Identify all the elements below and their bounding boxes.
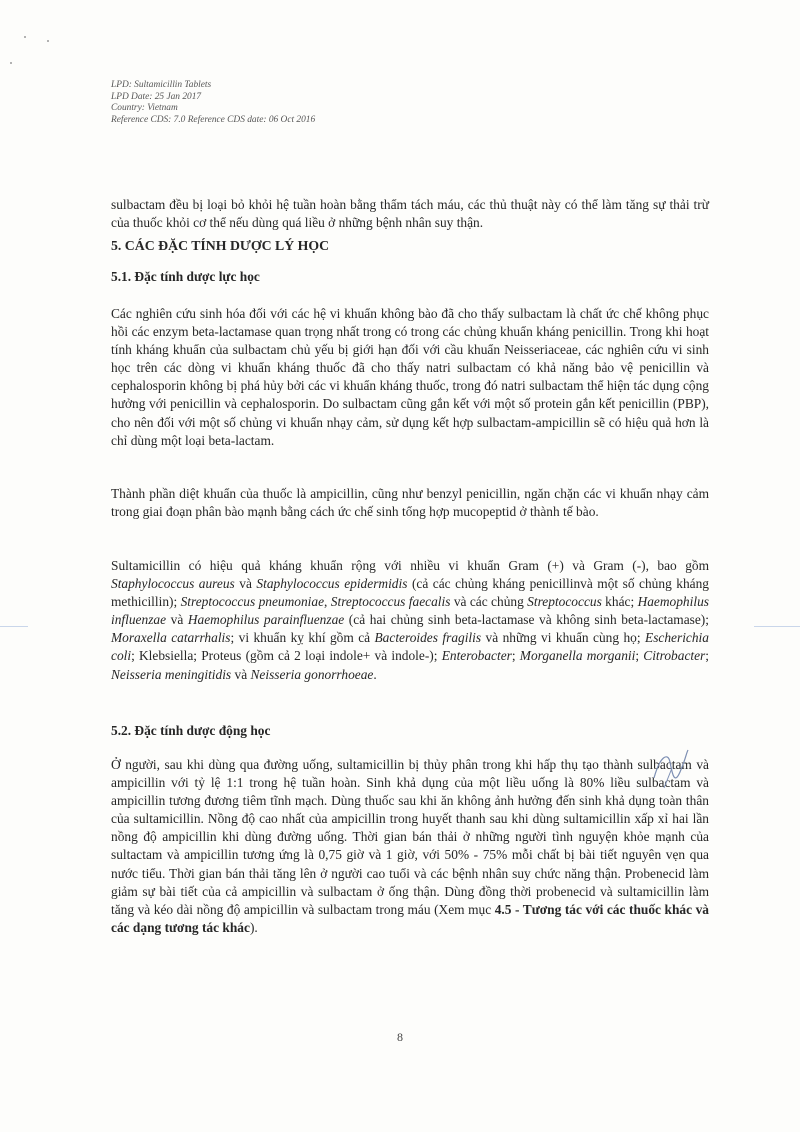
text-run: Ở người, sau khi dùng qua đường uống, sultamicillin bị thủy phân trong khi hấp thụ tạo thành sulbactam và ampicillin với tỷ lệ 1:1 trong hệ tuần hoàn. Sinh khả dụng của một liều uống là 80% liều sulbactam và ampicillin tương đương tiêm tĩnh mạch. Dùng thuốc sau khi ăn không ảnh hưởng đến sinh khả dụng toàn thân của sultamicillin. Nồng độ cao nhất của ampicillin trong huyết thanh sau khi dùng sultamicillin xấp xỉ hai lần nồng độ ampicillin khi dùng đường uống. Thời gian bán thải ở những người tình nguyện khỏe mạnh của sultactam và ampicillin tương ứng là 0,75 giờ và 1 giờ, với 50% - 75% mỗi chất bị bài tiết nguyên vẹn qua nước tiểu. Thời gian bán thải tăng lên ở người cao tuổi và các bệnh nhân suy chức năng thận. Probenecid làm giảm sự bài tiết của cả ampicillin và sulbactam ở ống thận. Dùng đồng thời probenecid và sultamicillin làm tăng và kéo dài nồng độ ampicillin và sulbactam trong máu (Xem mục bbox=[111, 757, 709, 917]
organism-name: Moraxella catarrhalis bbox=[111, 630, 231, 646]
section-5-2-title: 5.2. Đặc tính dược động học bbox=[111, 723, 271, 738]
cross-reference: 4.5 - Tương tác với các thuốc khác và các dạng tương tác khác bbox=[111, 901, 709, 935]
header-line: Reference CDS: 7.0 Reference CDS date: 06 Oct 2016 bbox=[111, 114, 316, 125]
text-run: (cả hai chủng sinh beta-lactamase và không sinh beta-lactamase); bbox=[344, 612, 709, 628]
text-run: ; vi khuẩn kỵ khí gồm cả bbox=[230, 630, 375, 646]
section-5-1-paragraph-2: Thành phần diệt khuẩn của thuốc là ampicillin, cũng như benzyl penicillin, ngăn chặn các vi khuẩn nhạy cảm trong giai đoạn phân bào mạnh bằng cách ức chế sinh tổng hợp mucopeptid ở thành tế bào. bbox=[111, 486, 709, 520]
handwritten-initial-mark bbox=[650, 748, 690, 792]
organism-name: Morganella morganii bbox=[519, 648, 636, 664]
organism-name: Staphylococcus epidermidis bbox=[256, 576, 408, 592]
text-run: ; bbox=[511, 648, 520, 664]
header-line: LPD: Sultamicillin Tablets bbox=[111, 80, 212, 90]
text-run: khác; bbox=[601, 594, 638, 610]
scan-speck bbox=[47, 40, 49, 42]
organism-name: Streptococcus bbox=[527, 594, 602, 610]
text-run: và các chủng bbox=[450, 594, 528, 610]
text-run: và bbox=[231, 666, 251, 682]
organism-name: Neisseria gonorrhoeae bbox=[250, 666, 374, 682]
text-run: và những vi khuẩn cùng họ; bbox=[481, 630, 646, 646]
text-run: ; Klebsiella; Proteus (gồm cả 2 loại indole+ và indole-); bbox=[131, 648, 442, 664]
text-run: (cả các chủng kháng penicillinvà một số chủng kháng methicillin); bbox=[111, 576, 709, 610]
text-run: ). bbox=[249, 919, 258, 935]
organism-name: Enterobacter bbox=[441, 648, 512, 664]
section-5-1-paragraph-1: Các nghiên cứu sinh hóa đối với các hệ vi khuẩn không bào đã cho thấy sulbactam là chất ức chế không phục hồi các enzym beta-lactamase quan trọng nhất trong có trong các chủng khuẩn kháng penicillin. Trong khi hoạt tính kháng khuẩn của sulbactam chủ yếu bị giới hạn đối với cầu khuẩn Neisseriaceae, các nghiên cứu vi sinh học trên các dòng vi khuẩn kháng thuốc đã cho thấy natri sulbactam có khả năng bảo vệ penicillin và cephalosporin không bị phá hủy bởi các vi khuẩn kháng thuốc, trong đó natri sulbactam thể hiện tác dụng cộng hưởng với penicillin và cephalosporin. Do sulbactam cũng gắn kết với một số protein gắn kết penicillin (PBP), cho nên đối với một số chủng vi khuẩn nhạy cảm, sử dụng kết hợp sulbactam-ampicillin sẽ có hiệu quả hơn là chỉ dùng một loại beta-lactam. bbox=[111, 306, 709, 448]
organism-name: Neisseria meningitidis bbox=[111, 666, 232, 682]
text-run: . bbox=[373, 666, 377, 682]
section-5-1-title: 5.1. Đặc tính dược lực học bbox=[111, 269, 260, 284]
organism-name: Haemophilus parainfluenzae bbox=[187, 612, 345, 628]
organism-name: Escherichia coli bbox=[111, 630, 709, 664]
document-header bbox=[111, 80, 315, 126]
section-5-1-paragraph-3 bbox=[111, 557, 709, 684]
organism-name: Streptococcus faecalis bbox=[330, 594, 451, 610]
scan-speck bbox=[24, 36, 26, 38]
organism-name: Staphylococcus aureus bbox=[111, 576, 235, 592]
organism-name: Citrobacter bbox=[643, 648, 706, 664]
scan-speck bbox=[10, 62, 12, 64]
text-run: Sultamicillin có hiệu quả kháng khuẩn rộng với nhiều vi khuẩn Gram (+) và Gram (-), bao gồm bbox=[111, 558, 709, 573]
header-line: LPD Date: 25 Jan 2017 bbox=[111, 91, 202, 102]
organism-name: Streptococcus pneumoniae bbox=[180, 594, 325, 610]
text-run: ; bbox=[705, 648, 709, 664]
organism-name: Bacteroides fragilis bbox=[374, 630, 482, 646]
organism-name: Haemophilus influenzae bbox=[111, 594, 709, 628]
header-line: Country: Vietnam bbox=[111, 103, 178, 114]
section-5-2-paragraph-1 bbox=[111, 756, 709, 937]
scan-line bbox=[0, 626, 28, 627]
page-number: 8 bbox=[397, 1030, 403, 1044]
intro-paragraph: sulbactam đều bị loại bỏ khỏi hệ tuần hoàn bằng thẩm tách máu, các thủ thuật này có thể làm tăng sự thải trừ của thuốc khỏi cơ thể nếu dùng quá liều ở những bệnh nhân suy thận. bbox=[111, 197, 709, 231]
section-5-title: 5. CÁC ĐẶC TÍNH DƯỢC LÝ HỌC bbox=[111, 238, 330, 253]
text-run: ; bbox=[635, 648, 644, 664]
scan-line bbox=[754, 626, 800, 627]
text-run: và bbox=[234, 576, 257, 592]
text-run: và bbox=[166, 612, 188, 628]
text-run: , bbox=[324, 594, 331, 610]
